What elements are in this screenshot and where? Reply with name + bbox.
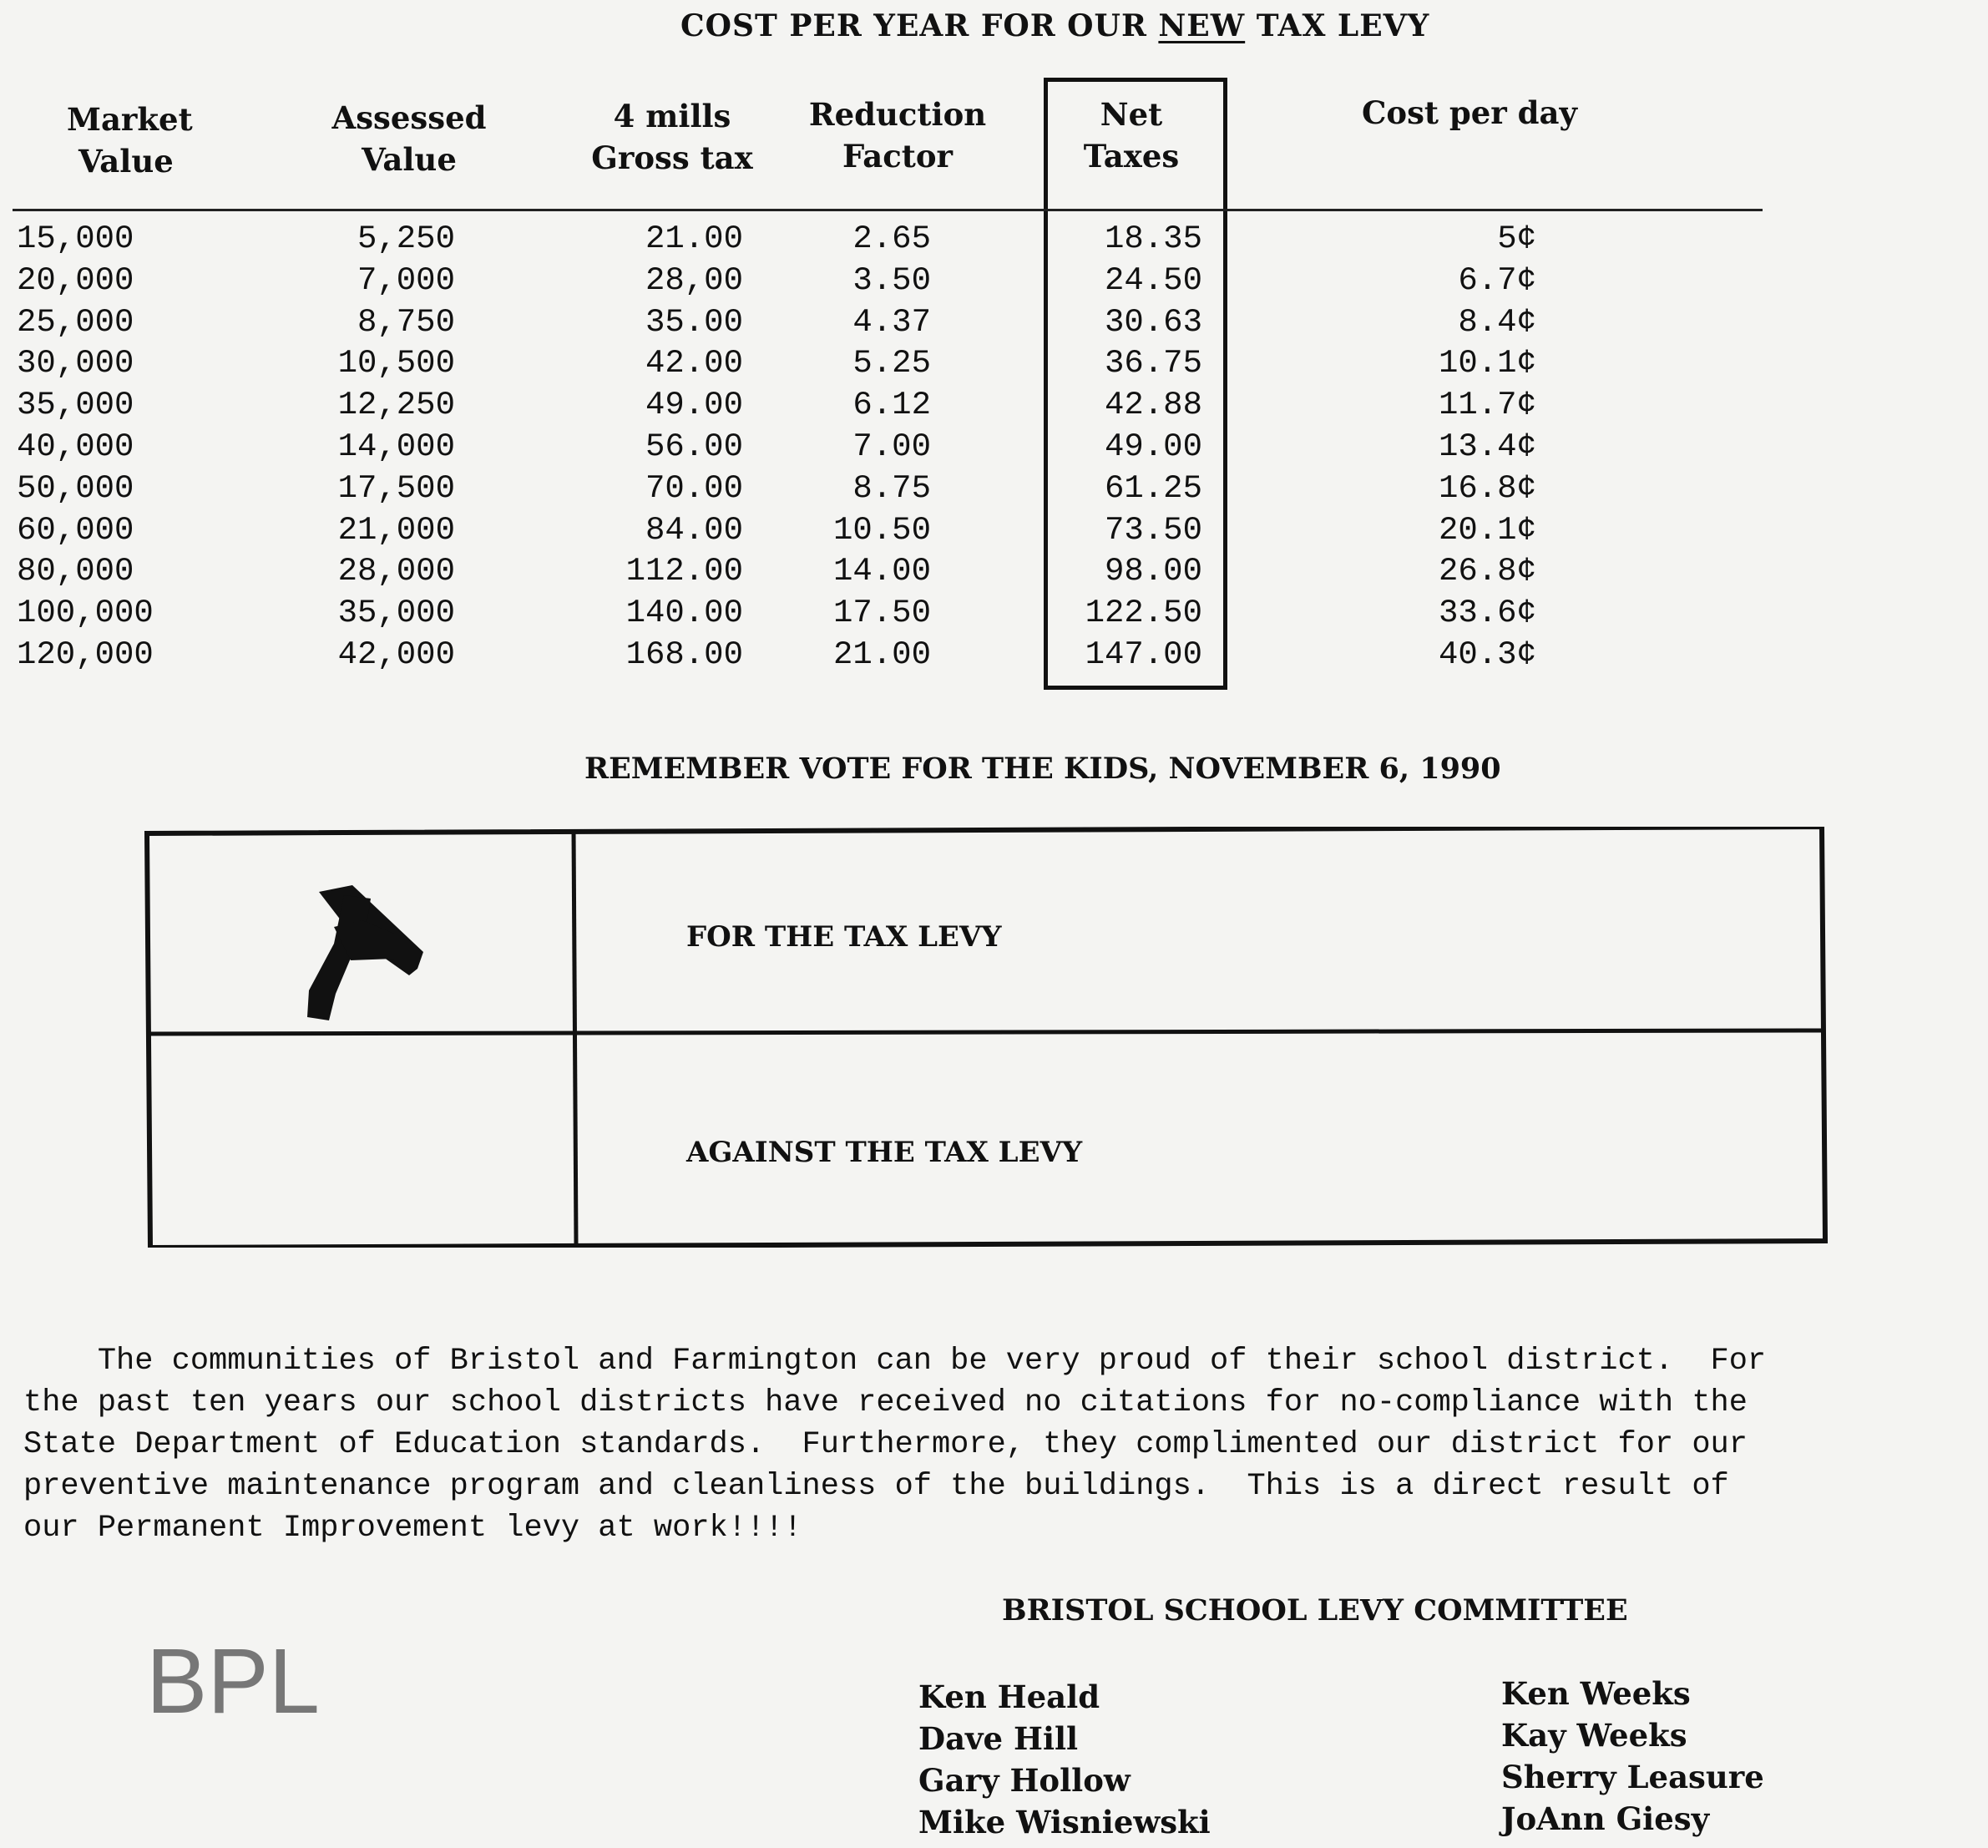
column-net-taxes-row: 30.63 bbox=[1104, 303, 1202, 341]
header-gross-tax: 4 mills Gross tax bbox=[591, 98, 753, 176]
column-cost-per-day-row: 13.4¢ bbox=[1438, 428, 1536, 465]
column-gross-tax-row: 35.00 bbox=[645, 303, 743, 341]
column-reduction-factor-row: 17.50 bbox=[832, 595, 931, 632]
column-gross-tax-row: 168.00 bbox=[625, 635, 743, 673]
committee-title: BRISTOL SCHOOL LEVY COMMITTEE bbox=[1002, 1593, 1628, 1628]
column-gross-tax-row: 28,00 bbox=[645, 261, 743, 299]
column-cost-per-day-row: 5¢ bbox=[1497, 220, 1536, 257]
body-paragraph-row: State Department of Education standards. Furthermore, they complimented our district for our bbox=[23, 1427, 1748, 1462]
header-net-taxes: Net Taxes bbox=[1083, 96, 1180, 175]
committee-names-left-row: Dave Hill bbox=[918, 1720, 1079, 1757]
column-reduction-factor-row: 14.00 bbox=[832, 553, 931, 590]
column-net-taxes-row: 122.50 bbox=[1085, 595, 1202, 632]
column-reduction-factor-row: 4.37 bbox=[852, 303, 931, 341]
body-paragraph-row: our Permanent Improvement levy at work!!!! bbox=[23, 1511, 802, 1546]
column-assessed-value-row: 35,000 bbox=[337, 595, 455, 632]
ballot-for-label: FOR THE TAX LEVY bbox=[686, 920, 1002, 954]
column-cost-per-day-row: 33.6¢ bbox=[1438, 595, 1536, 632]
column-assessed-value-row: 17,500 bbox=[337, 469, 455, 507]
column-market-value-row: 20,000 bbox=[17, 261, 134, 299]
body-paragraph-row: the past ten years our school districts have received no citations for no-compliance with the bbox=[23, 1385, 1748, 1420]
committee-names-left bbox=[918, 1676, 1211, 1843]
committee-names-left-row: Ken Heald bbox=[918, 1678, 1100, 1715]
column-net-taxes-row: 98.00 bbox=[1104, 553, 1202, 590]
column-assessed-value-row: 10,500 bbox=[337, 345, 455, 382]
column-assessed-value-row: 12,250 bbox=[337, 387, 455, 424]
committee-names-right bbox=[1501, 1673, 1764, 1840]
column-gross-tax-row: 84.00 bbox=[645, 511, 743, 549]
column-reduction-factor-row: 21.00 bbox=[832, 635, 931, 673]
column-reduction-factor bbox=[802, 219, 931, 676]
column-cost-per-day bbox=[1369, 219, 1536, 676]
column-reduction-factor-row: 2.65 bbox=[852, 220, 931, 257]
column-cost-per-day-row: 20.1¢ bbox=[1438, 511, 1536, 549]
column-cost-per-day-row: 10.1¢ bbox=[1438, 345, 1536, 382]
column-reduction-factor-row: 3.50 bbox=[852, 261, 931, 299]
column-reduction-factor-row: 10.50 bbox=[832, 511, 931, 549]
column-gross-tax-row: 70.00 bbox=[645, 469, 743, 507]
column-reduction-factor-row: 6.12 bbox=[852, 387, 931, 424]
column-market-value-row: 120,000 bbox=[17, 635, 154, 673]
document-title: COST PER YEAR FOR OUR NEW TAX LEVY bbox=[680, 8, 1430, 43]
x-mark-icon bbox=[307, 885, 423, 1020]
committee-names-right-row: Ken Weeks bbox=[1501, 1675, 1691, 1712]
column-net-taxes-row: 18.35 bbox=[1104, 220, 1202, 257]
committee-names-right-row: Kay Weeks bbox=[1501, 1717, 1687, 1754]
column-net-taxes-row: 42.88 bbox=[1104, 387, 1202, 424]
column-cost-per-day-row: 8.4¢ bbox=[1458, 303, 1536, 341]
body-paragraph bbox=[23, 1340, 1969, 1549]
column-assessed-value bbox=[284, 219, 455, 676]
column-gross-tax-row: 42.00 bbox=[645, 345, 743, 382]
header-assessed-value: Assessed Value bbox=[331, 99, 487, 178]
header-reduction-factor: Reduction Factor bbox=[808, 96, 987, 175]
ballot-grid bbox=[144, 827, 1829, 1248]
body-paragraph-row: preventive maintenance program and cleanliness of the buildings. This is a direct result of bbox=[23, 1469, 1729, 1504]
committee-names-right-row: JoAnn Giesy bbox=[1501, 1800, 1710, 1837]
library-watermark: BPL bbox=[146, 1630, 320, 1733]
column-market-value bbox=[17, 219, 184, 676]
column-assessed-value-row: 8,750 bbox=[357, 303, 455, 341]
body-paragraph-row: The communities of Bristol and Farmington can be very proud of their school district. For bbox=[23, 1344, 1767, 1379]
column-assessed-value-row: 7,000 bbox=[357, 261, 455, 299]
column-cost-per-day-row: 6.7¢ bbox=[1458, 261, 1536, 299]
committee-names-left-row: Gary Hollow bbox=[918, 1762, 1131, 1799]
column-market-value-row: 35,000 bbox=[17, 387, 134, 424]
column-gross-tax-row: 56.00 bbox=[645, 428, 743, 465]
remember-vote-heading: REMEMBER VOTE FOR THE KIDS, NOVEMBER 6, 1990 bbox=[584, 752, 1501, 786]
column-net-taxes bbox=[1060, 219, 1202, 676]
column-assessed-value-row: 42,000 bbox=[337, 635, 455, 673]
column-market-value-row: 30,000 bbox=[17, 345, 134, 382]
column-net-taxes-row: 36.75 bbox=[1104, 345, 1202, 382]
column-cost-per-day-row: 26.8¢ bbox=[1438, 553, 1536, 590]
column-market-value-row: 100,000 bbox=[17, 595, 154, 632]
column-gross-tax-row: 21.00 bbox=[645, 220, 743, 257]
ballot-against-label: AGAINST THE TAX LEVY bbox=[686, 1136, 1083, 1169]
column-gross-tax-row: 112.00 bbox=[625, 553, 743, 590]
column-net-taxes-row: 61.25 bbox=[1104, 469, 1202, 507]
column-net-taxes-row: 24.50 bbox=[1104, 261, 1202, 299]
column-market-value-row: 40,000 bbox=[17, 428, 134, 465]
column-cost-per-day-row: 11.7¢ bbox=[1438, 387, 1536, 424]
column-net-taxes-row: 147.00 bbox=[1085, 635, 1202, 673]
header-rule bbox=[13, 209, 1763, 211]
column-net-taxes-row: 49.00 bbox=[1104, 428, 1202, 465]
column-cost-per-day-row: 16.8¢ bbox=[1438, 469, 1536, 507]
column-gross-tax-row: 49.00 bbox=[645, 387, 743, 424]
column-market-value-row: 80,000 bbox=[17, 553, 134, 590]
column-net-taxes-row: 73.50 bbox=[1104, 511, 1202, 549]
committee-names-left-row: Mike Wisniewski bbox=[918, 1804, 1211, 1840]
column-gross-tax bbox=[584, 219, 743, 676]
column-market-value-row: 15,000 bbox=[17, 220, 134, 257]
column-gross-tax-row: 140.00 bbox=[625, 595, 743, 632]
column-cost-per-day-row: 40.3¢ bbox=[1438, 635, 1536, 673]
column-assessed-value-row: 14,000 bbox=[337, 428, 455, 465]
header-market-value: Market Value bbox=[67, 101, 193, 180]
committee-names-right-row: Sherry Leasure bbox=[1501, 1759, 1764, 1795]
header-cost-per-day: Cost per day bbox=[1361, 94, 1578, 131]
column-market-value-row: 60,000 bbox=[17, 511, 134, 549]
column-reduction-factor-row: 5.25 bbox=[852, 345, 931, 382]
column-market-value-row: 25,000 bbox=[17, 303, 134, 341]
column-reduction-factor-row: 8.75 bbox=[852, 469, 931, 507]
column-assessed-value-row: 5,250 bbox=[357, 220, 455, 257]
column-reduction-factor-row: 7.00 bbox=[852, 428, 931, 465]
column-market-value-row: 50,000 bbox=[17, 469, 134, 507]
column-assessed-value-row: 21,000 bbox=[337, 511, 455, 549]
sample-ballot bbox=[144, 827, 1829, 1248]
column-assessed-value-row: 28,000 bbox=[337, 553, 455, 590]
